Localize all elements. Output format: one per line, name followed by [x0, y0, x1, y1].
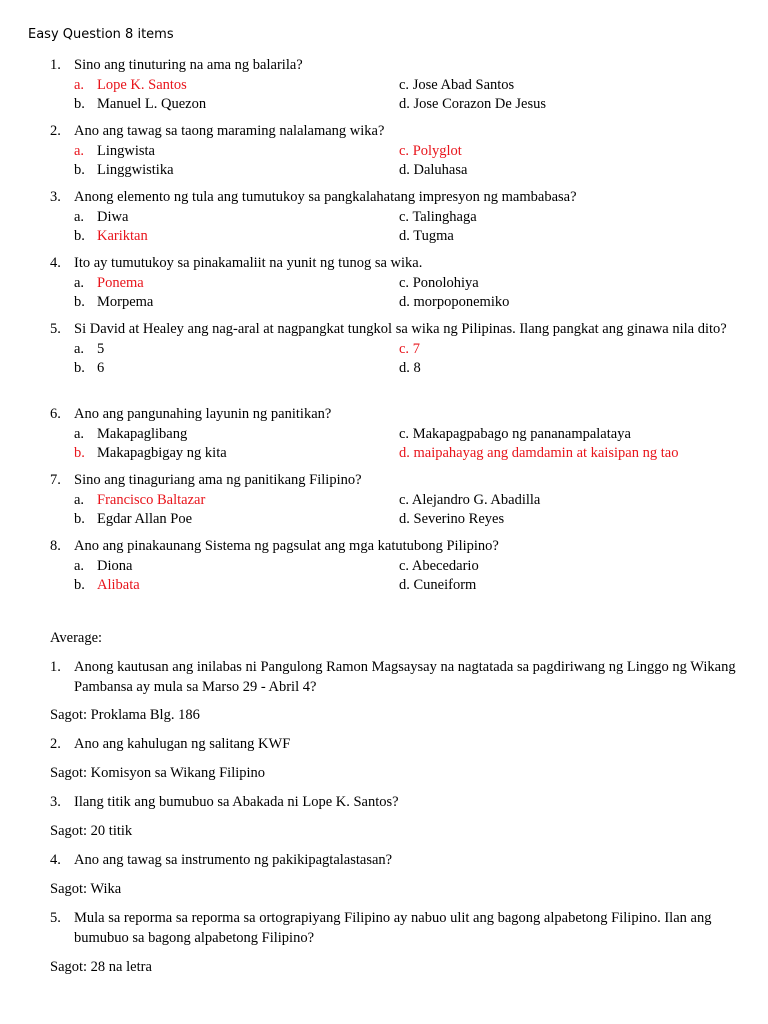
option-b: b. Morpema [74, 294, 154, 310]
average-question-2 [50, 735, 750, 755]
options [50, 208, 750, 247]
options [50, 425, 750, 464]
question-number: 5. [50, 910, 61, 926]
answer-4: Sagot: Wika [50, 881, 122, 897]
question-number: 5. [50, 321, 61, 337]
question-text: Anong kautusan ang inilabas ni Pangulong Ramon Magsaysay na nagtatada sa pagdiriwang ng Linggo ng Wikang Pambansa ay mula sa Marso 29 - Abril 4? [74, 659, 736, 695]
question-number: 8. [50, 538, 61, 554]
option-a-correct: a. Lope K. Santos [74, 76, 187, 93]
option-d: d. morpoponemiko [399, 294, 510, 310]
option-a: a. Diwa [74, 208, 129, 225]
option-a-correct: a. Ponema [74, 274, 144, 291]
document-header: Easy Question 8 items [28, 27, 174, 42]
option-c: c. Jose Abad Santos [399, 76, 515, 93]
average-question-4 [50, 851, 750, 871]
option-d: d. Jose Corazon De Jesus [399, 96, 546, 112]
answer-5: Sagot: 28 na letra [50, 959, 152, 975]
question-text: Ilang titik ang bumubuo sa Abakada ni Lope K. Santos? [74, 794, 399, 810]
question-number: 7. [50, 472, 61, 488]
option-c: c. Alejandro G. Abadilla [399, 491, 541, 508]
option-c-correct: c. Polyglot [399, 142, 462, 159]
option-b: b. Manuel L. Quezon [74, 96, 207, 112]
question-text: Sino ang tinaguriang ama ng panitikang Filipino? [74, 472, 362, 488]
question-text: Anong elemento ng tula ang tumutukoy sa pangkalahatang impresyon ng mambabasa? [74, 189, 577, 205]
easy-question-4 [50, 254, 750, 313]
question-text: Si David at Healey ang nag-aral at nagpangkat tungkol sa wika ng Pilipinas. Ilang pangkat ang ginawa nila dito? [74, 321, 727, 337]
option-a: a. 5 [74, 340, 105, 357]
option-c: c. Makapagpabago ng pananampalataya [399, 425, 631, 442]
question-text: Mula sa reporma sa reporma sa ortograpiyang Filipino ay nabuo ulit ang bagong alpabetong Filipino. Ilan ang bumubuo sa bagong alpabetong Filipino? [74, 910, 712, 946]
options [50, 340, 750, 379]
question-number: 3. [50, 189, 61, 205]
question-number: 2. [50, 123, 61, 139]
question-number: 4. [50, 852, 61, 868]
option-c: c. Talinghaga [399, 208, 477, 225]
average-section-title: Average: [50, 630, 103, 646]
option-b: b. Makapagbigay ng kita [74, 445, 227, 461]
option-b: b. Linggwistika [74, 162, 174, 178]
option-b: b. 6 [74, 360, 105, 376]
easy-question-5 [50, 320, 750, 379]
average-question-3 [50, 793, 750, 813]
option-a-correct: a. Francisco Baltazar [74, 491, 206, 508]
answer-2: Sagot: Komisyon sa Wikang Filipino [50, 765, 266, 781]
easy-question-1 [50, 56, 750, 115]
question-number: 3. [50, 794, 61, 810]
option-d: d. Tugma [399, 228, 454, 244]
average-question-1 [50, 658, 750, 697]
average-question-5 [50, 909, 750, 948]
option-b: b. Egdar Allan Poe [74, 511, 193, 527]
option-a: a. Diona [74, 557, 133, 574]
option-d: d. Severino Reyes [399, 511, 505, 527]
question-number: 1. [50, 659, 61, 675]
question-text: Ano ang tawag sa taong maraming nalalamang wika? [74, 123, 385, 139]
option-d: d. 8 [399, 360, 421, 376]
easy-question-8 [50, 537, 750, 596]
question-number: 2. [50, 736, 61, 752]
easy-question-2 [50, 122, 750, 181]
options [50, 557, 750, 596]
question-text: Ito ay tumutukoy sa pinakamaliit na yunit ng tunog sa wika. [74, 255, 423, 271]
question-number: 4. [50, 255, 61, 271]
options [50, 274, 750, 313]
question-text: Sino ang tinuturing na ama ng balarila? [74, 57, 303, 73]
option-d: d. Cuneiform [399, 577, 477, 593]
question-text: Ano ang pangunahing layunin ng panitikan? [74, 406, 332, 422]
question-number: 6. [50, 406, 61, 422]
easy-question-7 [50, 471, 750, 530]
option-c: c. Ponolohiya [399, 274, 479, 291]
options [50, 491, 750, 530]
question-number: 1. [50, 57, 61, 73]
answer-1: Sagot: Proklama Blg. 186 [50, 707, 200, 723]
answer-3: Sagot: 20 titik [50, 823, 133, 839]
options [50, 142, 750, 181]
question-text: Ano ang kahulugan ng salitang KWF [74, 736, 291, 752]
question-text: Ano ang pinakaunang Sistema ng pagsulat ang mga katutubong Pilipino? [74, 538, 499, 554]
easy-question-3 [50, 188, 750, 247]
option-b-correct: b. Alibata [74, 577, 140, 593]
option-a: a. Makapaglibang [74, 425, 188, 442]
option-c: c. Abecedario [399, 557, 479, 574]
options [50, 76, 750, 115]
option-d-correct: d. maipahayag ang damdamin at kaisipan ng tao [399, 445, 679, 461]
easy-question-6 [50, 405, 750, 464]
option-c-correct: c. 7 [399, 340, 420, 357]
option-d: d. Daluhasa [399, 162, 468, 178]
option-a: a. Lingwista [74, 142, 155, 159]
question-text: Ano ang tawag sa instrumento ng pakikipagtalastasan? [74, 852, 393, 868]
option-b-correct: b. Kariktan [74, 228, 148, 244]
